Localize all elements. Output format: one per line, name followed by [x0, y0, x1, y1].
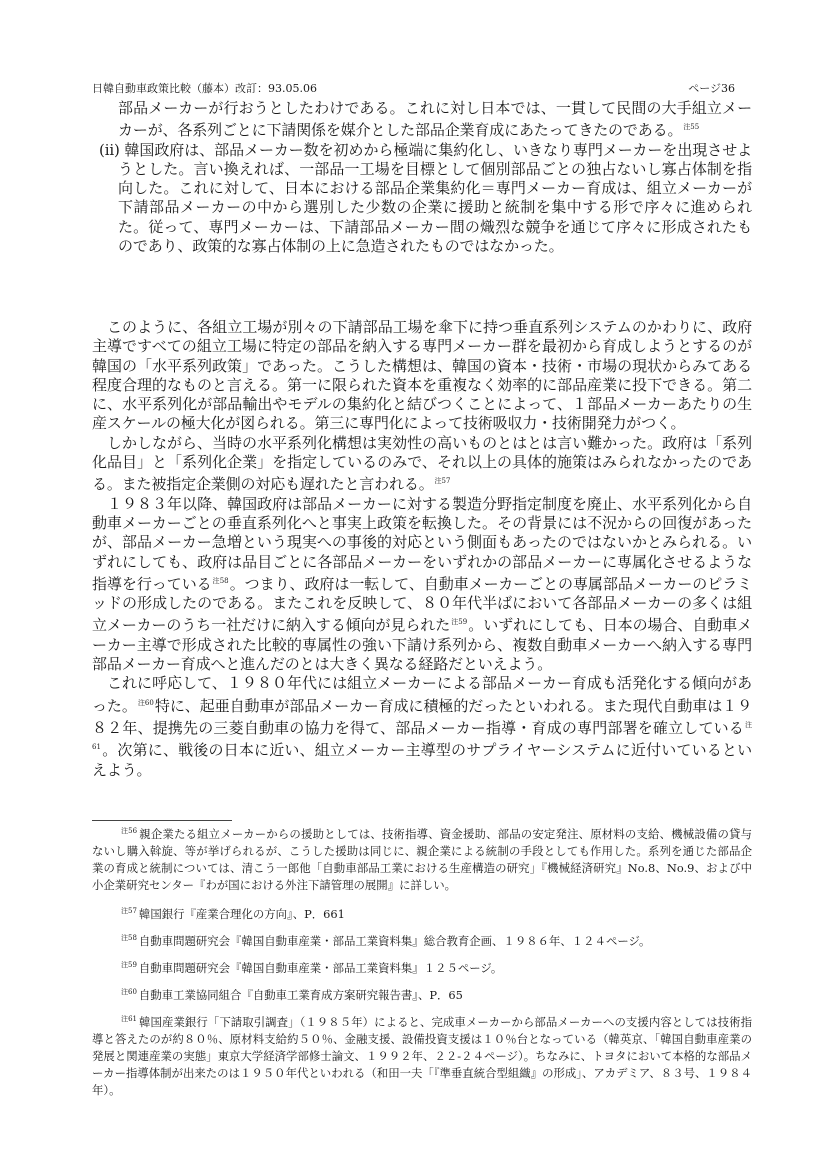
paragraph: [92, 674, 752, 779]
main-text: [92, 318, 752, 780]
footnote-mark: 注60: [121, 988, 137, 996]
footnote: [92, 984, 752, 1004]
paragraph-text: 特に、起亜自動車が部品メーカー育成に積極的だったといわれる。また現代自動車は１９８２年、提携先の三菱自動車の協力を得て、部品メーカー指導・育成の専門部署を確立している: [92, 696, 752, 737]
paragraph-text: 。いずれにしても、日本の場合、自動車メーカー主導で形成された比較的専属性の強い下請け系列から、複数自動車メーカーへ納入する専門部品メーカー育成へと進んだのとは大きく異なる経路だといえよう。: [92, 616, 752, 674]
paragraph: [92, 495, 752, 675]
footnote-divider: [92, 820, 232, 821]
footnote-text: 自動車問題研究会『韓国自動車産業・部品工業資料集』総合教育企画、１９８６年、１２４ページ。: [138, 934, 651, 948]
footnote: [92, 823, 752, 894]
footnote-text: 親企業たる組立メーカーからの援助としては、技術指導、資金援助、部品の安定発注、原材料の支給、機械設備の貸与ないし購入斡旋、等が挙げられるが、こうした援助は同じに、親企業による統制の手段としても作用した。系列を通じた部品企業の育成と統制については、清こう一郎他「自動車部品工業における生産構造の研究」『機械経済研究』No.8、No.9、および中小企業研究センター『わが国における外注下請管理の展開』に詳しい。: [92, 827, 752, 892]
page-number: ページ36: [688, 82, 735, 95]
footnote-ref: 注61: [92, 720, 752, 752]
paragraph-text: １９８３年以降、韓国政府は部品メーカーに対する製造分野指定制度を廃止、水平系列化から自動車メーカーごとの垂直系列化へと事実上政策を転換した。その背景には不況からの回復があったが、部品メーカー急増という現実への事後的対応という側面もあったのではないかとみられる。いずれにしても、政府は品目ごとに各部品メーカーをいずれかの部品メーカーに専属化させるような指導を行っている: [92, 494, 752, 593]
footnote-text: 自動車問題研究会『韓国自動車産業・部品工業資料集』１２５ページ。: [138, 961, 503, 975]
footnote-ref: 注59: [451, 618, 468, 627]
page-header: [92, 82, 735, 96]
footnote-text: 韓国銀行『産業合理化の方向』、P．661: [138, 907, 345, 921]
footnote-ref: 注55: [683, 123, 700, 132]
paragraph-text: これに呼応して、１９８０年代には組立メーカーによる部品メーカー育成も活発化する傾向があった。: [92, 674, 752, 715]
footnote-mark: 注58: [121, 934, 137, 942]
footnote: [92, 903, 752, 923]
footnote-mark: 注56: [121, 827, 138, 835]
continued-list: [92, 99, 752, 256]
paragraph: [92, 434, 752, 495]
footnote-ref: 注57: [434, 477, 451, 486]
footnote: [92, 930, 752, 950]
footnote: [92, 957, 752, 977]
paragraph-text: 部品メーカーが行おうとしたわけである。これに対し日本では、一貫して民間の大手組立メーカーが、各系列ごとに下請関係を媒介とした部品企業育成にあたってきたのである。: [118, 99, 752, 140]
footnote: [92, 1011, 752, 1099]
footnote-ref: 注58: [212, 576, 229, 585]
footnote-mark: 注59: [121, 961, 137, 969]
footnote-text: 自動車工業協同組合『自動車工業育成方案研究報告書』、P．65: [138, 988, 463, 1002]
footnote-mark: 注61: [121, 1015, 137, 1023]
paragraph-text: 。次第に、戦後の日本に近い、組立メーカー主導型のサプライヤーシステムに近付いているといえよう。: [92, 741, 752, 779]
paragraph: このように、各組立工場が別々の下請部品工場を傘下に持つ垂直系列システムのかわりに、政府主導ですべての組立工場に特定の部品を納入する専門メーカー群を最初から育成しようとするのが韓国の「水平系列政策」であった。こうした構想は、韓国の資本・技術・市場の現状からみてある程度合理的なものと言える。第一に限られた資本を重複なく効率的に部品産業に投下できる。第二に、水平系列化が部品輸出やモデルの集約化と結びつくことによって、１部品メーカーあたりの生産スケールの極大化が図られる。第三に専門化によって技術吸収力・技術開発力がつく。: [92, 318, 752, 433]
paragraph-text: 。つまり、政府は一転して、自動車メーカーごとの専属部品メーカーのピラミッドの形成したのである。またこれを反映して、８０年代半ばにおいて各部品メーカーの多くは組立メーカーのうち一社だけに納入する傾向が見られた: [92, 574, 752, 635]
header-title: 日韓自動車政策比較（藤本）改訂：93.05.06: [92, 82, 317, 95]
list-item: (ii) 韓国政府は、部品メーカー数を初めから極端に集約化し、いきなり専門メーカーを出現させようとした。言い換えれば、一部品一工場を目標として個別部品ごとの独占ないし寡占体制を指向した。これに対して、日本における部品企業集約化＝専門メーカー育成は、組立メーカーが下請部品メーカーの中から選別した少数の企業に援助と統制を集中する形で序々に進められた。従って、専門メーカーは、下請部品メーカー間の熾烈な競争を通じて序々に形成されたものであり、政策的な寡占体制の上に急造されたものではなかった。: [99, 140, 752, 256]
footnote-ref: 注60: [137, 698, 154, 707]
paragraph-text: しかしながら、当時の水平系列化構想は実効性の高いものとはとは言い難かった。政府は「系列化品目」と「系列化企業」を指定しているのみで、それ以上の具体的施策はみられなかったのである。また被指定企業側の対応も遅れたと言われる。: [92, 433, 752, 494]
footnote-text: 韓国産業銀行「下請取引調査」（１９８５年）によると、完成車メーカーから部品メーカーへの支援内容としては技術指導と答えたのが約８０％、原材料支給約５０％、金融支援、設備投資支援は１０％台となっている（韓英京、「韓国自動車産業の発展と関連産業の実態」東京大学経済学部修士論文、１９９２年、２２-２４ページ）。ちなみに、トヨタにおいて本格的な部品メーカー指導体制が出来たのは１９５０年代といわれる（和田一夫「『準垂直統合型組織』の形成」、アカデミア、８３号、１９８４年）。: [92, 1015, 752, 1097]
footnotes: [92, 823, 752, 1108]
paragraph: [92, 99, 752, 141]
footnote-mark: 注57: [121, 907, 137, 915]
